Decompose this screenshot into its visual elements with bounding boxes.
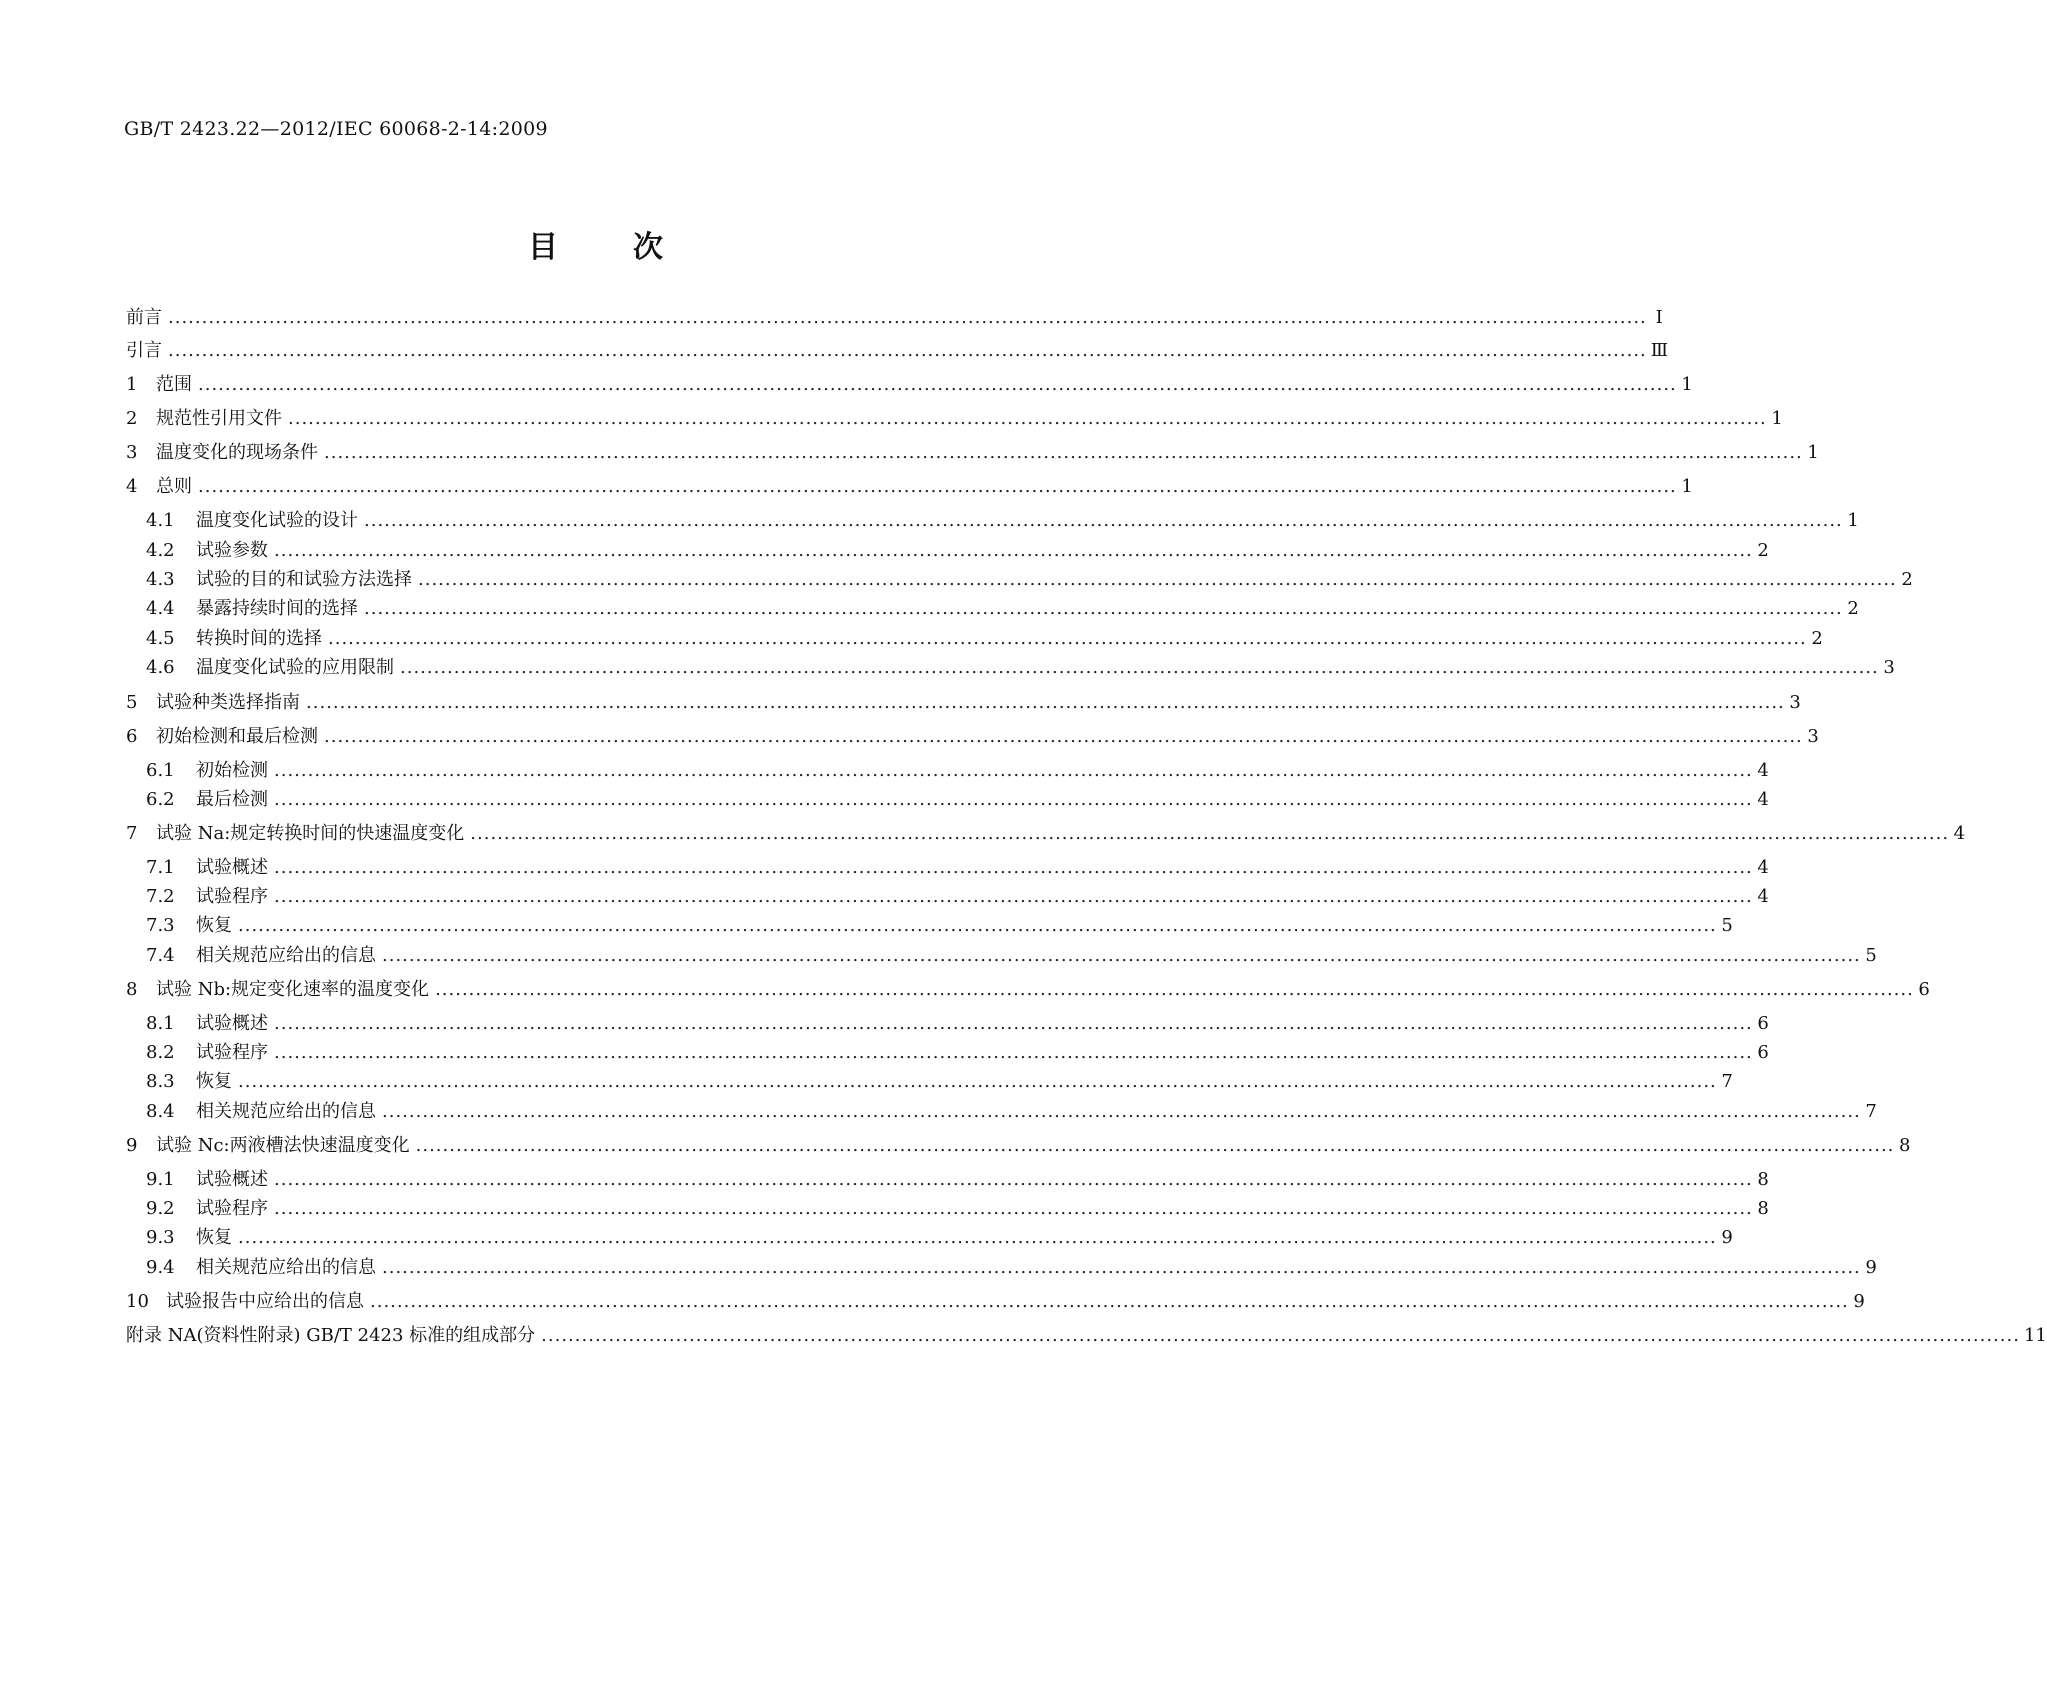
toc-leader: ............................................................................................................................................................................................................................ — [274, 760, 1753, 781]
toc-entry-label: 试验 Na:规定转换时间的快速温度变化 — [156, 823, 465, 844]
toc-entry-page: 1 — [1771, 408, 1783, 429]
toc-entry-page: 4 — [1757, 857, 1769, 878]
toc-entry-4-6[interactable]: 4.6 温度变化试验的应用限制 ............................................................................................................................................................................................................................ 3 — [146, 657, 1895, 678]
toc-entry-page: 1 — [1681, 476, 1693, 497]
toc-entry-4[interactable]: 4 总则 ............................................................................................................................................................................................................................ 1 — [126, 476, 1693, 497]
toc-entry-page: 4 — [1757, 789, 1769, 810]
toc-leader: ............................................................................................................................................................................................................................ — [415, 1135, 1895, 1156]
toc-entry-label: 范围 — [156, 374, 192, 395]
toc-entry-label: 试验概述 — [196, 1169, 268, 1190]
toc-entry-page: 8 — [1898, 1135, 1911, 1156]
toc-entry-2[interactable]: 2 规范性引用文件 ............................................................................................................................................................................................................................ 1 — [126, 408, 1783, 429]
toc-entry-label: 温度变化的现场条件 — [156, 442, 318, 463]
toc-leader: ............................................................................................................................................................................................................................ — [328, 628, 1807, 649]
toc-entry-label: 总则 — [156, 476, 192, 497]
toc-leader: ............................................................................................................................................................................................................................ — [435, 979, 1914, 1000]
toc-entry-page: 6 — [1918, 979, 1930, 1000]
toc-entry-9-1[interactable]: 9.1 试验概述 ............................................................................................................................................................................................................................ 8 — [146, 1169, 1769, 1190]
toc-entry-page: 3 — [1883, 657, 1895, 678]
toc-entry-page: 6 — [1757, 1013, 1769, 1034]
toc-entry-page: 4 — [1953, 823, 1966, 844]
toc-entry-7-1[interactable]: 7.1 试验概述 ............................................................................................................................................................................................................................ 4 — [146, 857, 1769, 878]
toc-entry-preface[interactable] — [0, 307, 1663, 329]
toc-leader: ............................................................................................................................................................................................................................ — [306, 692, 1785, 713]
toc-entry-9-2[interactable]: 9.2 试验程序 ............................................................................................................................................................................................................................ 8 — [146, 1198, 1769, 1219]
toc-leader: ............................................................................................................................................................................................................................ — [364, 510, 1843, 531]
toc-entry-label: 初始检测 — [196, 760, 268, 781]
toc-entry-page: 9 — [1853, 1291, 1865, 1312]
toc-entry-label: 试验概述 — [196, 857, 268, 878]
toc-entry-4-3[interactable]: 4.3 试验的目的和试验方法选择 ............................................................................................................................................................................................................................ 2 — [146, 569, 1913, 590]
toc-entry-10[interactable]: 10 试验报告中应给出的信息 ............................................................................................................................................................................................................................ 9 — [126, 1291, 1865, 1312]
toc-entry-page: Ⅲ — [1650, 340, 1669, 361]
toc-entry-label: 试验报告中应给出的信息 — [166, 1291, 364, 1312]
toc-leader: ............................................................................................................................................................................................................................ — [274, 1169, 1753, 1190]
toc-entry-page: 7 — [1721, 1071, 1733, 1092]
toc-entry-page: 7 — [1865, 1101, 1877, 1122]
toc-leader: ............................................................................................................................................................................................................................ — [400, 657, 1879, 678]
toc-entry-page: 1 — [1807, 442, 1819, 463]
toc-entry-6-2[interactable]: 6.2 最后检测 ............................................................................................................................................................................................................................ 4 — [146, 789, 1769, 810]
toc-entry-page: 1 — [1681, 374, 1693, 395]
toc-leader: ............................................................................................................................................................................................................................ — [274, 857, 1753, 878]
toc-entry-8-2[interactable]: 8.2 试验程序 ............................................................................................................................................................................................................................ 6 — [146, 1042, 1769, 1063]
toc-entry-label: 试验概述 — [196, 1013, 268, 1034]
toc-entry-label: 相关规范应给出的信息 — [196, 945, 376, 966]
toc-entry-4-4[interactable]: 4.4 暴露持续时间的选择 ............................................................................................................................................................................................................................ 2 — [146, 598, 1859, 619]
toc-entry-label: 恢复 — [196, 915, 232, 936]
toc-entry-label: 温度变化试验的设计 — [196, 510, 358, 531]
toc-entry-label: 试验程序 — [196, 886, 268, 907]
toc-entry-label: 试验的目的和试验方法选择 — [196, 569, 412, 590]
toc-entry-page: 3 — [1789, 692, 1801, 713]
toc-entry-5[interactable]: 5 试验种类选择指南 ............................................................................................................................................................................................................................ 3 — [126, 692, 1801, 713]
toc-entry-page: Ⅰ — [1655, 307, 1663, 328]
toc-leader: ............................................................................................................................................................................................................................ — [198, 476, 1677, 497]
toc-entry-page: 8 — [1757, 1169, 1769, 1190]
toc-entry-annex-na[interactable] — [0, 1325, 2047, 1347]
toc-entry-8[interactable]: 8 试验 Nb:规定变化速率的温度变化 ............................................................................................................................................................................................................................ 6 — [126, 979, 1930, 1000]
toc-entry-label: 试验种类选择指南 — [156, 692, 300, 713]
toc-entry-9-4[interactable]: 9.4 相关规范应给出的信息 ............................................................................................................................................................................................................................ 9 — [146, 1257, 1877, 1278]
toc-leader: ............................................................................................................................................................................................................................ — [274, 1198, 1753, 1219]
toc-leader: ............................................................................................................................................................................................................................ — [168, 307, 1647, 328]
toc-entry-page: 2 — [1847, 598, 1859, 619]
toc-entry-8-1[interactable]: 8.1 试验概述 ............................................................................................................................................................................................................................ 6 — [146, 1013, 1769, 1034]
toc-entry-7-4[interactable]: 7.4 相关规范应给出的信息 ............................................................................................................................................................................................................................ 5 — [146, 945, 1877, 966]
toc-entry-introduction[interactable] — [0, 340, 1669, 362]
toc-leader: ............................................................................................................................................................................................................................ — [418, 569, 1897, 590]
toc-leader: ............................................................................................................................................................................................................................ — [274, 540, 1753, 561]
toc-entry-label: 前言 — [126, 307, 162, 328]
toc-entry-8-3[interactable]: 8.3 恢复 ............................................................................................................................................................................................................................ 7 — [146, 1071, 1733, 1092]
toc-entry-7-3[interactable]: 7.3 恢复 ............................................................................................................................................................................................................................ 5 — [146, 915, 1733, 936]
toc-leader: ............................................................................................................................................................................................................................ — [288, 408, 1767, 429]
toc-leader: ............................................................................................................................................................................................................................ — [238, 1071, 1717, 1092]
toc-entry-page: 4 — [1757, 760, 1769, 781]
document-code-header: GB/T 2423.22—2012/IEC 60068-2-14:2009 — [124, 118, 548, 140]
toc-entry-3[interactable]: 3 温度变化的现场条件 ............................................................................................................................................................................................................................ 1 — [126, 442, 1819, 463]
toc-entry-6[interactable]: 6 初始检测和最后检测 ............................................................................................................................................................................................................................ 3 — [126, 726, 1819, 747]
title-char-2: 次 — [633, 230, 663, 265]
toc-leader: ............................................................................................................................................................................................................................ — [238, 1227, 1717, 1248]
toc-entry-label: 试验程序 — [196, 1198, 268, 1219]
toc-entry-4-1[interactable]: 4.1 温度变化试验的设计 ............................................................................................................................................................................................................................ 1 — [146, 510, 1859, 531]
toc-entry-page: 11 — [2023, 1325, 2047, 1346]
toc-entry-page: 1 — [1847, 510, 1859, 531]
toc-entry-label: 最后检测 — [196, 789, 268, 810]
toc-leader: ............................................................................................................................................................................................................................ — [541, 1325, 2020, 1346]
toc-entry-label: 初始检测和最后检测 — [156, 726, 318, 747]
toc-leader: ............................................................................................................................................................................................................................ — [324, 726, 1803, 747]
toc-entry-page: 6 — [1757, 1042, 1769, 1063]
toc-entry-page: 4 — [1757, 886, 1769, 907]
toc-entry-label: 温度变化试验的应用限制 — [196, 657, 394, 678]
toc-entry-page: 8 — [1757, 1198, 1769, 1219]
toc-entry-4-5[interactable]: 4.5 转换时间的选择 ............................................................................................................................................................................................................................ 2 — [146, 628, 1823, 649]
toc-entry-page: 2 — [1811, 628, 1823, 649]
toc-leader: ............................................................................................................................................................................................................................ — [274, 1042, 1753, 1063]
toc-leader: ............................................................................................................................................................................................................................ — [274, 886, 1753, 907]
toc-entry-8-4[interactable]: 8.4 相关规范应给出的信息 ............................................................................................................................................................................................................................ 7 — [146, 1101, 1877, 1122]
toc-leader: ............................................................................................................................................................................................................................ — [274, 1013, 1753, 1034]
toc-entry-9-3[interactable]: 9.3 恢复 ............................................................................................................................................................................................................................ 9 — [146, 1227, 1733, 1248]
toc-entry-label: 相关规范应给出的信息 — [196, 1257, 376, 1278]
toc-leader: ............................................................................................................................................................................................................................ — [168, 340, 1647, 361]
toc-entry-label: 引言 — [126, 340, 162, 361]
toc-entry-label: 规范性引用文件 — [156, 408, 282, 429]
toc-entry-9[interactable]: 9 试验 Nc:两液槽法快速温度变化 ............................................................................................................................................................................................................................ 8 — [126, 1135, 1911, 1156]
toc-entry-page: 5 — [1721, 915, 1733, 936]
toc-entry-label: 恢复 — [196, 1071, 232, 1092]
toc-entry-page: 2 — [1901, 569, 1913, 590]
toc-entry-page: 5 — [1865, 945, 1877, 966]
toc-entry-4-2[interactable]: 4.2 试验参数 ............................................................................................................................................................................................................................ 2 — [146, 540, 1769, 561]
toc-entry-7[interactable]: 7 试验 Na:规定转换时间的快速温度变化 ............................................................................................................................................................................................................................ 4 — [126, 823, 1966, 844]
toc-leader: ............................................................................................................................................................................................................................ — [382, 1101, 1861, 1122]
toc-entry-label: 相关规范应给出的信息 — [196, 1101, 376, 1122]
toc-leader: ............................................................................................................................................................................................................................ — [364, 598, 1843, 619]
toc-entry-page: 3 — [1807, 726, 1819, 747]
toc-leader: ............................................................................................................................................................................................................................ — [324, 442, 1803, 463]
toc-entry-label: 试验 Nc:两液槽法快速温度变化 — [156, 1135, 410, 1156]
toc-entry-label: 转换时间的选择 — [196, 628, 322, 649]
title-char-1: 目 — [528, 230, 558, 265]
toc-entry-1[interactable]: 1 范围 ............................................................................................................................................................................................................................ 1 — [126, 374, 1693, 395]
toc-leader: ............................................................................................................................................................................................................................ — [382, 1257, 1861, 1278]
toc-entry-page: 2 — [1757, 540, 1769, 561]
toc-leader: ............................................................................................................................................................................................................................ — [238, 915, 1717, 936]
toc-entry-page: 9 — [1721, 1227, 1733, 1248]
toc-leader: ............................................................................................................................................................................................................................ — [274, 789, 1753, 810]
toc-entry-7-2[interactable]: 7.2 试验程序 ............................................................................................................................................................................................................................ 4 — [146, 886, 1769, 907]
toc-leader: ............................................................................................................................................................................................................................ — [382, 945, 1861, 966]
toc-entry-label: 试验参数 — [196, 540, 268, 561]
toc-entry-label: 附录 NA(资料性附录) GB/T 2423 标准的组成部分 — [126, 1325, 536, 1346]
toc-leader: ............................................................................................................................................................................................................................ — [370, 1291, 1849, 1312]
toc-leader: ............................................................................................................................................................................................................................ — [470, 823, 1950, 844]
toc-entry-6-1[interactable]: 6.1 初始检测 ............................................................................................................................................................................................................................ 4 — [146, 760, 1769, 781]
toc-entry-page: 9 — [1865, 1257, 1877, 1278]
toc-leader: ............................................................................................................................................................................................................................ — [198, 374, 1677, 395]
toc-entry-label: 恢复 — [196, 1227, 232, 1248]
toc-entry-label: 试验 Nb:规定变化速率的温度变化 — [156, 979, 430, 1000]
toc-entry-label: 暴露持续时间的选择 — [196, 598, 358, 619]
toc-entry-label: 试验程序 — [196, 1042, 268, 1063]
